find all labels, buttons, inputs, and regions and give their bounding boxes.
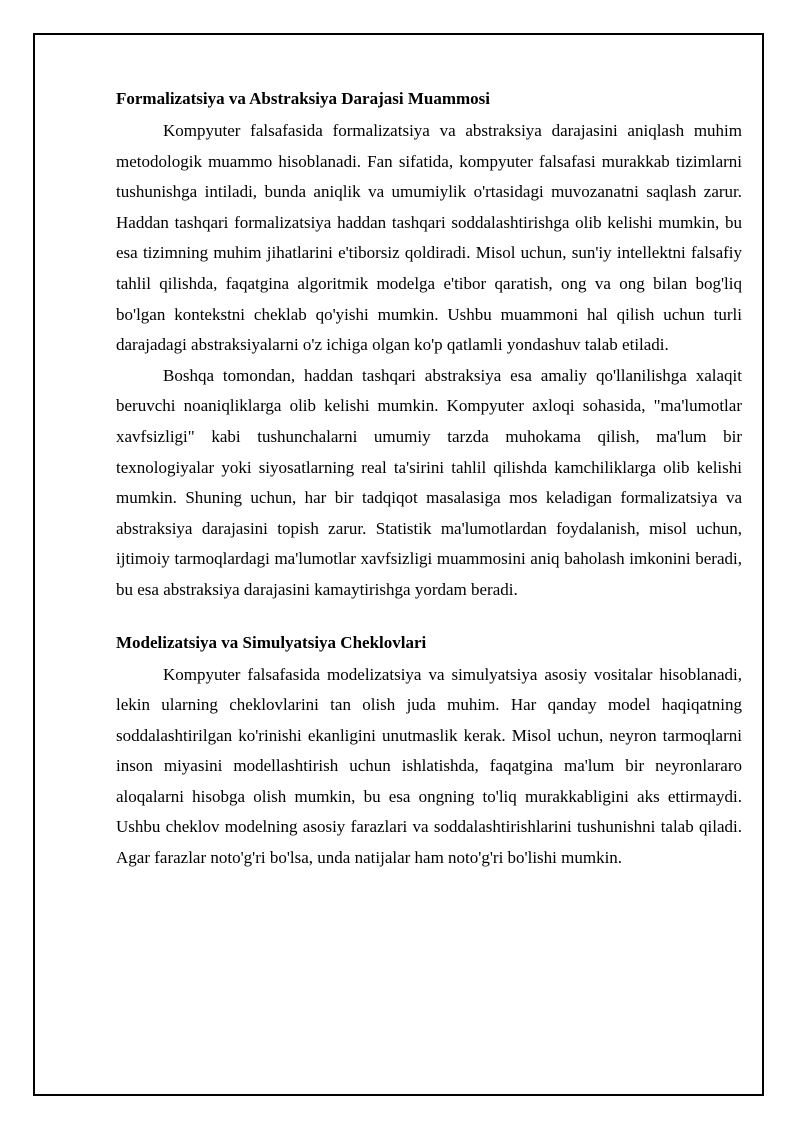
section-heading: Modelizatsiya va Simulyatsiya Cheklovlari [116, 632, 427, 652]
paragraph: Boshqa tomondan, haddan tashqari abstraksiya esa amaliy qo'llanilishga xalaqit beruvchi noaniqliklarga olib kelishi mumkin. Kompyuter axloqi sohasida, "ma'lumotlar xavfsizligi" kabi tushunchalarni umumiy tarzda muhokama qilish, ma'lum bir texnologiyalar yoki siyosatlarning real ta'sirini tahlil qilishda kamchiliklarga olib kelishi mumkin. Shuning uchun, har bir tadqiqot masalasiga mos keladigan formalizatsiya va abstraksiya darajasini topish zarur. Statistik ma'lumotlardan foydalanish, misol uchun, ijtimoiy tarmoqlardagi ma'lumotlar xavfsizligi muammosini aniq baholash imkonini beradi, bu esa abstraksiya darajasini kamaytirishga yordam beradi. [116, 365, 742, 599]
section-heading: Formalizatsiya va Abstraksiya Darajasi Muammosi [116, 89, 490, 108]
paragraph: Kompyuter falsafasida modelizatsiya va simulyatsiya asosiy vositalar hisoblanadi, lekin ularning cheklovlarini tan olish juda muhim. Har qanday model haqiqatning soddalashtirilgan ko'rinishi ekanligini unutmaslik kerak. Misol uchun, neyron tarmoqlarni inson miyasini modellashtirish uchun ishlatishda, faqatgina ma'lum bir neyronlararo aloqalarni hisobga olish mumkin, bu esa ongning to'liq murakkabligini aks ettirmaydi. Ushbu cheklov modelning asosiy farazlari va soddalashtirishlarini tushunishni talab qiladi. Agar farazlar noto'g'ri bo'lsa, unda natijalar ham noto'g'ri bo'lishi mumkin. [116, 664, 742, 868]
document-body [116, 84, 742, 874]
paragraph: Kompyuter falsafasida formalizatsiya va abstraksiya darajasini aniqlash muhim metodologik muammo hisoblanadi. Fan sifatida, kompyuter falsafasi murakkab tizimlarni tushunishga intiladi, bunda aniqlik va umumiylik o'rtasidagi muvozanatni saqlash zarur. Haddan tashqari formalizatsiya haddan tashqari soddalashtirishga olib kelishi mumkin, bu esa tizimning muhim jihatlarini e'tiborsiz qoldiradi. Misol uchun, sun'iy intellektni falsafiy tahlil qilishda, faqatgina algoritmik modelga e'tibor qaratish, ong va ong bilan bog'liq bo'lgan kontekstni cheklab qo'yishi mumkin. Ushbu muammoni hal qilish uchun turli darajadagi abstraksiyalarni o'z ichiga olgan ko'p qatlamli yondashuv talab etiladi. [116, 121, 742, 355]
